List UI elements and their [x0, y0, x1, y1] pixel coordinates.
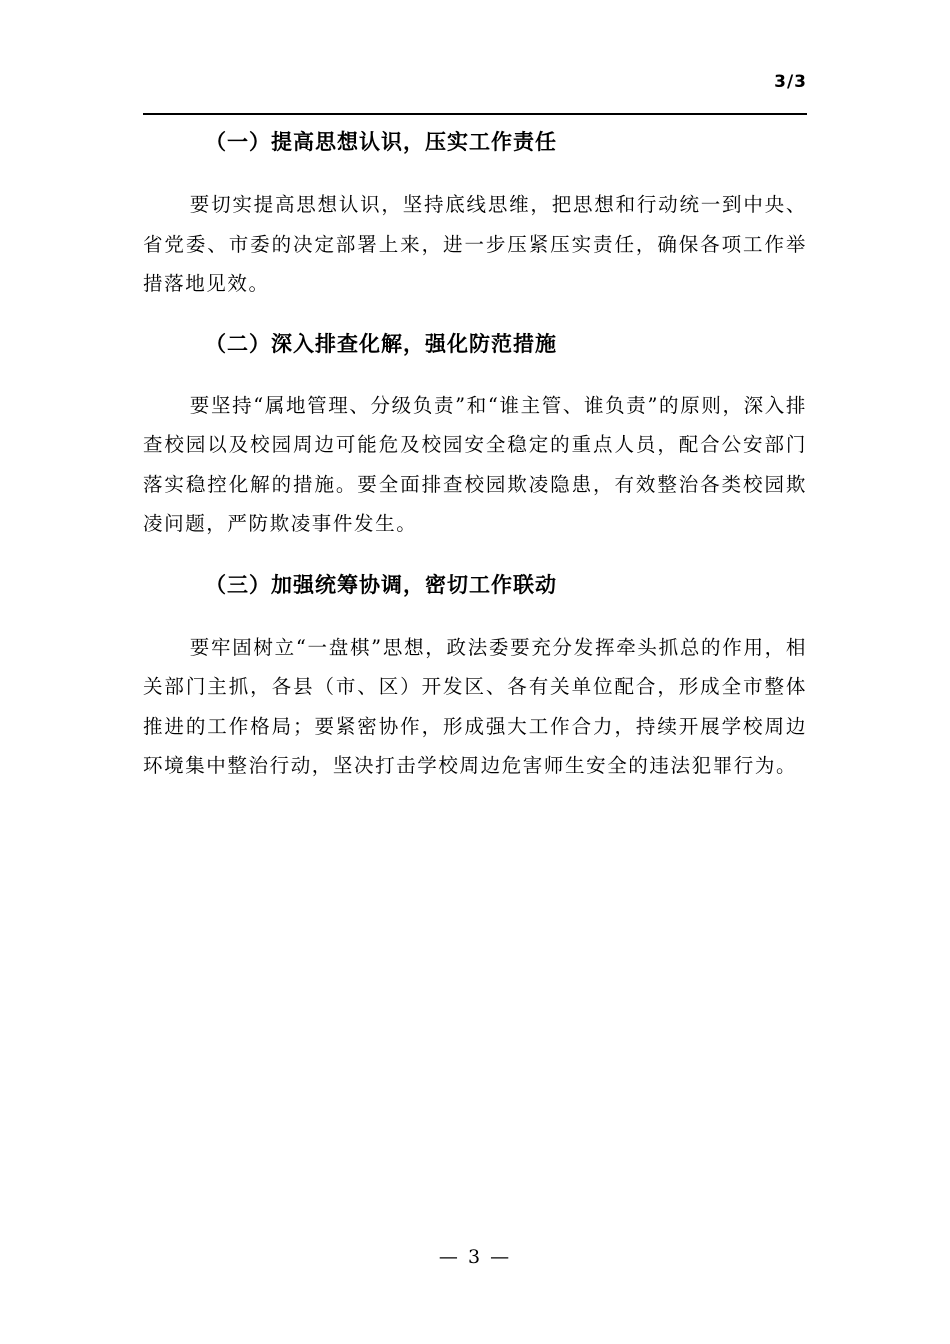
section-paragraph-3: 要牢固树立“一盘棋”思想，政法委要充分发挥牵头抓总的作用，相关部门主抓，各县（市、区）开发区、各有关单位配合，形成全市整体推进的工作格局；要紧密协作，形成强大工作合力，持续开展学校周边环境集中整治行动，坚决打击学校周边危害师生安全的违法犯罪行为。: [143, 635, 807, 777]
header-rule: [143, 113, 807, 115]
section-heading-2: （二）深入排查化解，强化防范措施: [205, 331, 557, 356]
section-paragraph-2: 要坚持“属地管理、分级负责”和“谁主管、谁负责”的原则，深入排查校园以及校园周边可能危及校园安全稳定的重点人员，配合公安部门落实稳控化解的措施。要全面排查校园欺凌隐患，有效整治各类校园欺凌问题，严防欺凌事件发生。: [143, 393, 807, 535]
section-paragraph-1: 要切实提高思想认识，坚持底线思维，把思想和行动统一到中央、省党委、市委的决定部署上来，进一步压紧压实责任，确保各项工作举措落地见效。: [143, 193, 807, 295]
page-number-footer: — 3 —: [438, 1246, 512, 1268]
page-counter: 3/3: [774, 72, 807, 92]
section-heading-1: （一）提高思想认识，压实工作责任: [205, 130, 557, 154]
section-heading-3: （三）加强统筹协调，密切工作联动: [205, 572, 557, 597]
document-body: [143, 124, 807, 786]
